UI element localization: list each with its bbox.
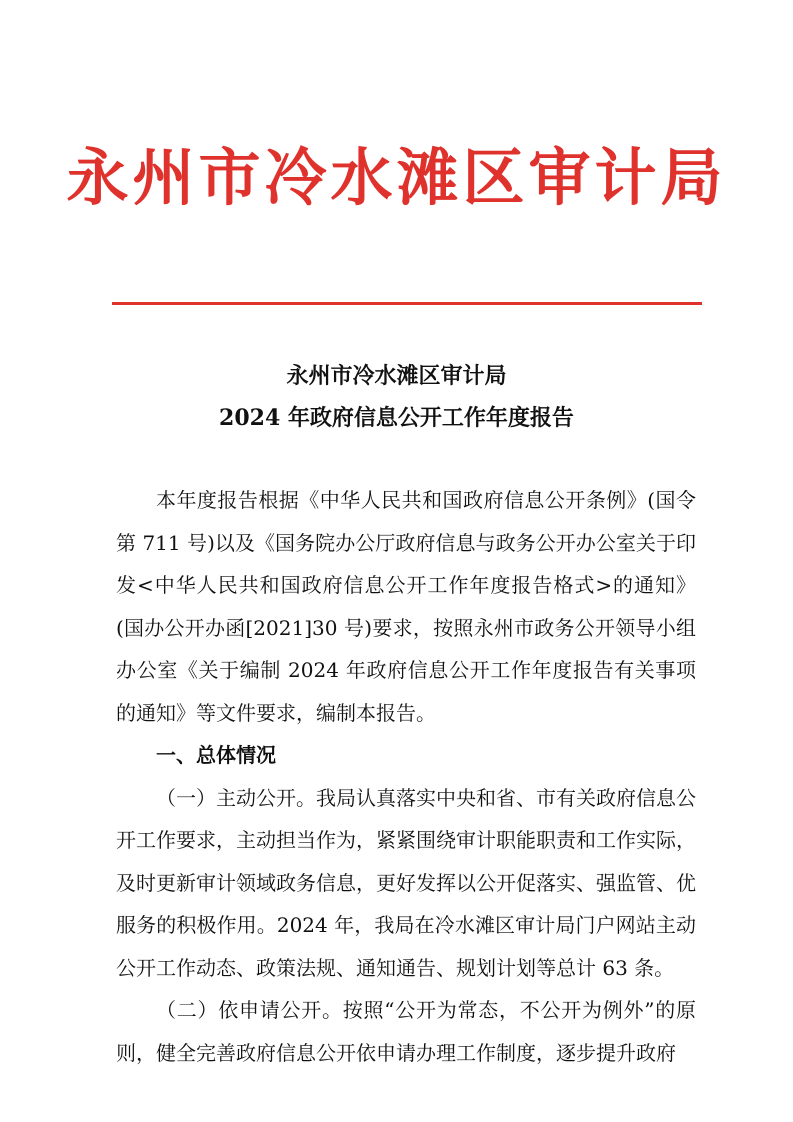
masthead-title: 永州市冷水滩区审计局 [66,141,727,214]
report-title-line1: 永州市冷水滩区审计局 [286,363,507,389]
red-divider [112,302,702,305]
report-title-line2: 2024 年政府信息公开工作年度报告 [219,405,574,431]
report-body [116,479,696,1074]
section-heading: 一、总体情况 [156,743,276,767]
application-disclosure-paragraph: （二）依申请公开。按照“公开为常态，不公开为例外”的原则，健全完善政府信息公开依申请办理工作制度，逐步提升政府 [116,998,696,1065]
proactive-disclosure-paragraph: （一）主动公开。我局认真落实中央和省、市有关政府信息公开工作要求，主动担当作为，紧紧围绕审计职能职责和工作实际，及时更新审计领域政务信息，更好发挥以公开促落实、强监管、优服务的积极作用。2024 年，我局在冷水滩区审计局门户网站主动公开工作动态、政策法规、通知通告、规划计划等总计 63 条。 [116,785,696,980]
intro-paragraph: 本年度报告根据《中华人民共和国政府信息公开条例》(国令第 711 号)以及《国务院办公厅政府信息与政务公开办公室关于印发<中华人民共和国政府信息公开工作年度报告格式>的通知》(国办公开办函[2021]30 号)要求，按照永州市政务公开领导小组办公室《关于编制 2024 年政府信息公开工作年度报告有关事项的通知》等文件要求，编制本报告。 [116,488,696,725]
